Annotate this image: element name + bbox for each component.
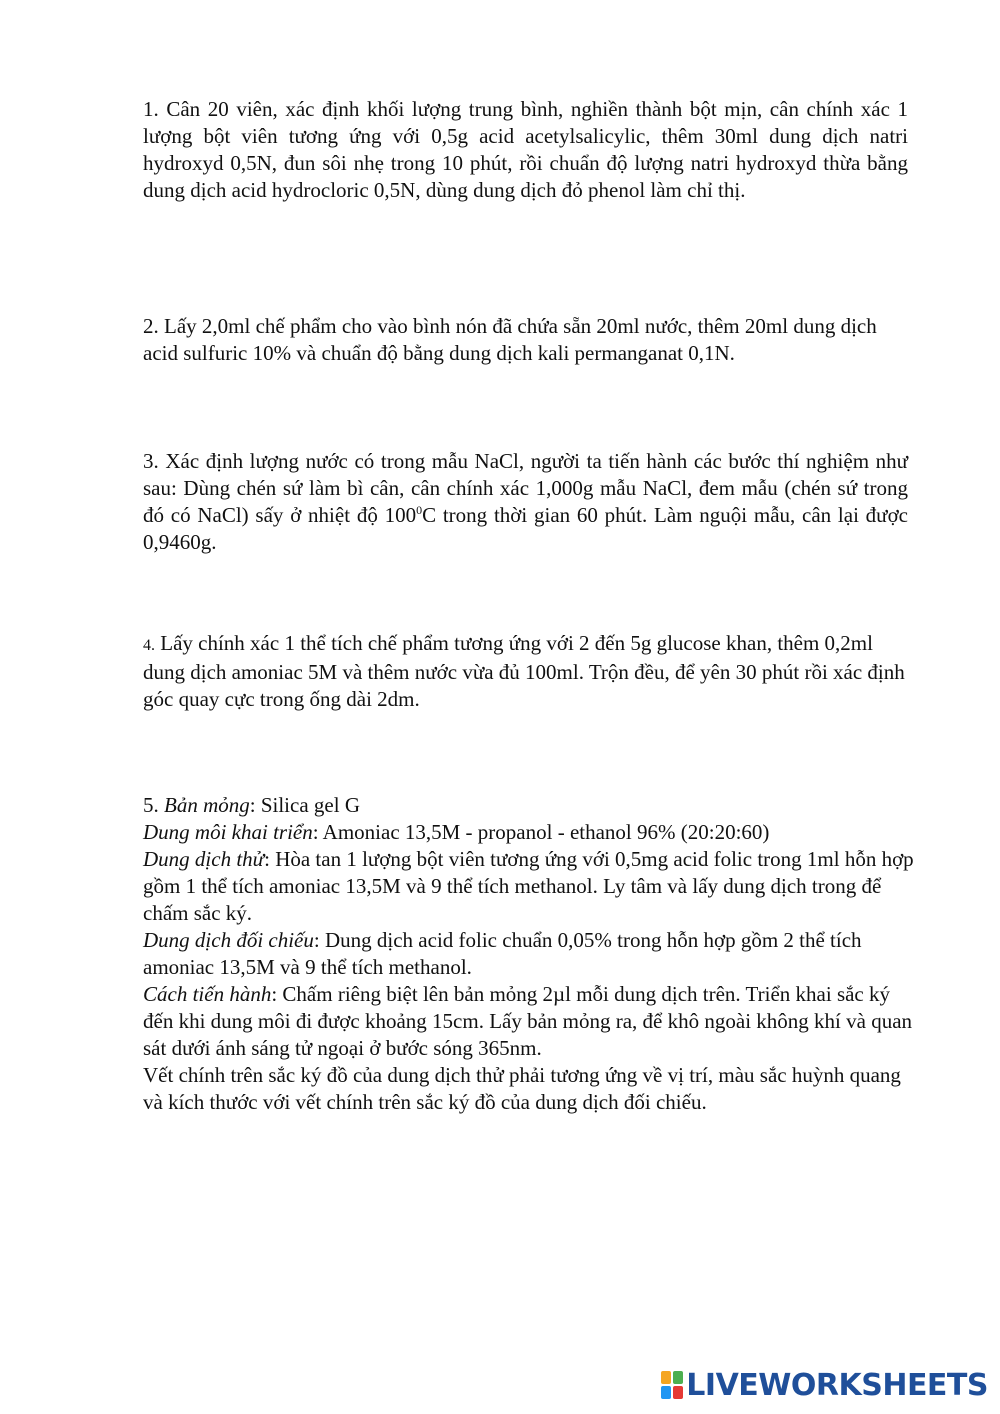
- question-5-plate-label: Bản mỏng: [164, 793, 250, 817]
- liveworksheets-brand: [661, 1368, 988, 1402]
- question-3-superscript: 0: [416, 503, 423, 517]
- logo-square-1: [661, 1371, 671, 1384]
- logo-square-2: [673, 1371, 683, 1384]
- question-5-number: 5.: [143, 793, 159, 817]
- question-2: [143, 313, 908, 367]
- question-5-reference-label: Dung dịch đối chiếu: [143, 928, 314, 952]
- liveworksheets-logo-icon: [661, 1371, 683, 1399]
- question-1: [143, 96, 908, 204]
- logo-square-4: [673, 1386, 683, 1399]
- question-5-plate-value: : Silica gel G: [249, 793, 360, 817]
- question-5: [143, 792, 918, 1116]
- question-4-text: Lấy chính xác 1 thể tích chế phẩm tương ứng với 2 đến 5g glucose khan, thêm 0,2ml dung dịch amoniac 5M và thêm nước vừa đủ 100ml. Trộn đều, để yên 30 phút rồi xác định góc quay cực trong ống dài 2dm.: [143, 631, 905, 711]
- question-2-text: 2. Lấy 2,0ml chế phẩm cho vào bình nón đã chứa sẵn 20ml nước, thêm 20ml dung dịch acid sulfuric 10% và chuẩn độ bằng dung dịch kali permanganat 0,1N.: [143, 314, 877, 365]
- liveworksheets-wordmark: LIVEWORKSHEETS: [686, 1367, 988, 1403]
- question-4: [143, 630, 908, 713]
- question-5-reference-value: : Dung dịch acid folic chuẩn 0,05% trong hỗn hợp gồm 2 thể tích amoniac 13,5M và 9 thể tích methanol.: [143, 928, 862, 979]
- question-1-text: 1. Cân 20 viên, xác định khối lượng trung bình, nghiền thành bột mịn, cân chính xác 1 lượng bột viên tương ứng với 0,5g acid acetylsalicylic, thêm 30ml dung dịch natri hydroxyd 0,5N, đun sôi nhẹ trong 10 phút, rồi chuẩn độ lượng natri hydroxyd thừa bằng dung dịch acid hydrocloric 0,5N, dùng dung dịch đỏ phenol làm chỉ thị.: [143, 97, 908, 202]
- question-5-procedure-line: [143, 981, 918, 1062]
- question-5-solvent-line: [143, 819, 918, 846]
- question-5-reference-line: [143, 927, 918, 981]
- logo-square-3: [661, 1386, 671, 1399]
- question-5-conclusion: Vết chính trên sắc ký đồ của dung dịch thử phải tương ứng về vị trí, màu sắc huỳnh quang và kích thước với vết chính trên sắc ký đồ của dung dịch đối chiếu.: [143, 1063, 901, 1114]
- question-5-procedure-label: Cách tiến hành: [143, 982, 272, 1006]
- question-5-procedure-value: : Chấm riêng biệt lên bản mỏng 2µl mỗi dung dịch trên. Triển khai sắc ký đến khi dung môi đi được khoảng 15cm. Lấy bản mỏng ra, để khô ngoài không khí và quan sát dưới ánh sáng tử ngoại ở bước sóng 365nm.: [143, 982, 913, 1060]
- question-5-solvent-label: Dung môi khai triển: [143, 820, 313, 844]
- question-5-test-line: [143, 846, 918, 927]
- question-5-test-value: : Hòa tan 1 lượng bột viên tương ứng với 0,5mg acid folic trong 1ml hỗn hợp gồm 1 thể tích amoniac 13,5M và 9 thể tích methanol. Ly tâm và lấy dung dịch trong để chấm sắc ký.: [143, 847, 914, 925]
- question-3-text-before: 3. Xác định lượng nước có trong mẫu NaCl, người ta tiến hành các bước thí nghiệm như sau: Dùng chén sứ làm bì cân, cân chính xác 1,000g mẫu NaCl, đem mẫu (chén sứ trong đó có NaCl) sấy ở nhiệt độ 100: [143, 449, 908, 527]
- question-3: [143, 448, 908, 556]
- question-5-plate-line: [143, 792, 918, 819]
- question-4-number: 4.: [143, 637, 155, 654]
- question-5-test-label: Dung dịch thử: [143, 847, 265, 871]
- question-5-solvent-value: : Amoniac 13,5M - propanol - ethanol 96% (20:20:60): [312, 820, 770, 844]
- question-3-text-after: C trong thời gian 60 phút. Làm nguội mẫu, cân lại được 0,9460g.: [143, 503, 908, 554]
